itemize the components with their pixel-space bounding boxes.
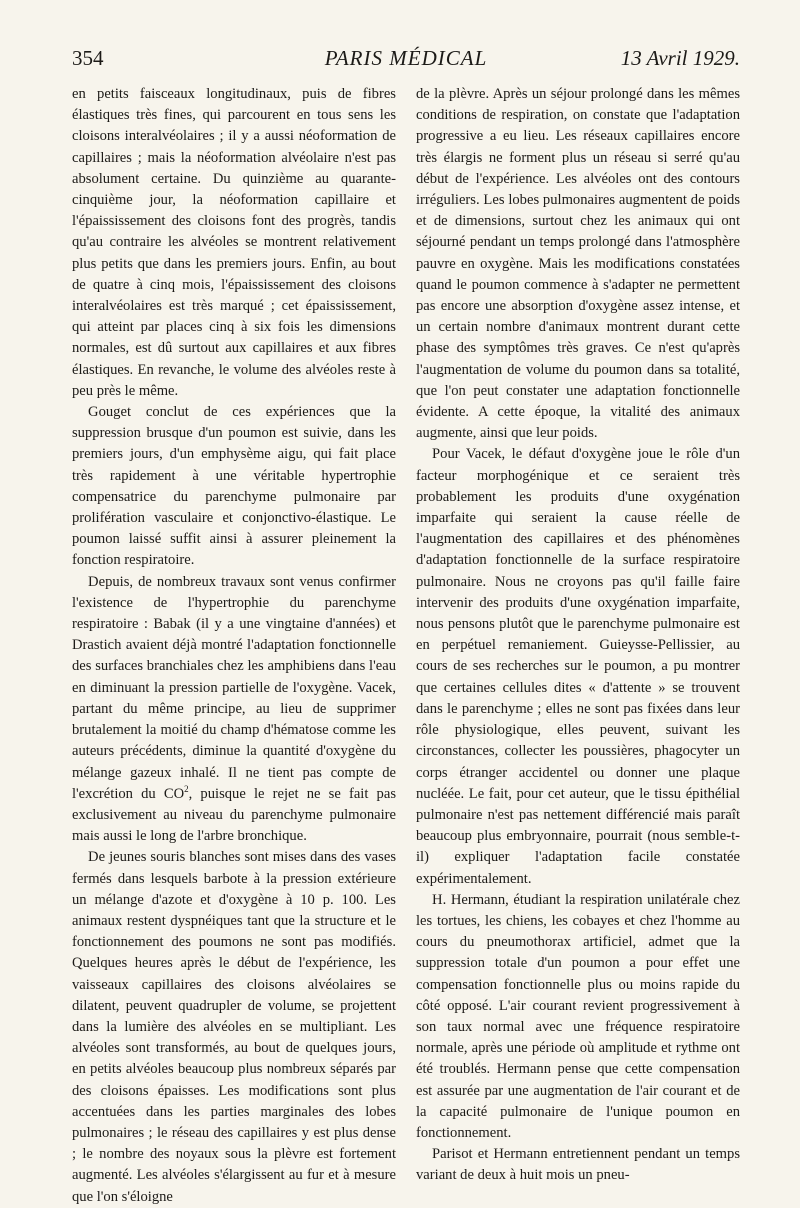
paragraph: Parisot et Hermann entretiennent pendant un temps variant de deux à huit mois un pneu- [416,1146,740,1184]
paragraph-text: Depuis, de nombreux travaux sont venus confirmer l'existence de l'hypertrophie du parenchyme respiratoire : Babak (il y a une vingtaine d'années) et Drastich avaient déjà montré l'adaptation fonctionnelle des surfaces branchiales chez les amphibiens dans l'eau en diminuant la pression partielle de l'oxygène. Vacek, partant du même principe, au lieu de supprimer brutalement la moitié du champ d'hématose comme les auteurs précédents, diminue la quantité d'oxygène du mélange gazeux inhalé. Il ne tient pas compte de l'excrétion du CO [72,573,396,802]
paragraph: Gouget conclut de ces expériences que la suppression brusque d'un poumon est suivie, dans les premiers jours, d'un emphysème aigu, qui fait place très rapidement à une véritable hypertrophie compensatrice du parenchyme pulmonaire par prolifération vasculaire et conjonctivo-élastique. Le poumon laissé suffit ainsi à assurer pleinement la fonction respiratoire. [72,404,396,569]
paragraph: de la plèvre. Après un séjour prolongé dans les mêmes conditions de respiration, on constate que l'adaptation progressive a eu lieu. Les réseaux capillaires encore très élargis ne forment plus un réseau si serré qu'au début de l'expérience. Les alvéoles ont des contours irréguliers. Les lobes pulmonaires augmentent de poids et de dimensions, surtout chez les animaux qui ont séjourné pendant un temps prolongé dans l'atmosphère pauvre en oxygène. Mais les modifications constatées quand le poumon commence à s'adapter ne permettent pas encore une absorption d'oxygène assez intense, et un certain nombre d'animaux montrent durant cette phase des symptômes très graves. Ce n'est qu'après l'augmentation de volume du poumon dans sa totalité, que l'on peut constater une adaptation fonctionnelle évidente. A cette époque, la vitalité des animaux augmente, ainsi que leur poids. [416,86,740,442]
page-header [72,46,740,74]
paragraph: De jeunes souris blanches sont mises dans des vases fermés dans lesquels barbote à la pression extérieure un mélange d'azote et d'oxygène à 10 p. 100. Les animaux restent dyspnéiques tant que la structure et le fonctionnement des poumons ne sont pas modifiés. Quelques heures après le début de l'expérience, les vaisseaux capillaires des cloisons alvéolaires se dilatent, peuvent quadrupler de volume, se projettent dans la lumière des alvéoles en se multipliant. Les alvéoles sont transformés, au bout de quelques jours, en petits alvéoles beaucoup plus nombreux séparés par des cloisons épaisses. Les modifications sont plus accentuées dans les parties marginales des lobes pulmonaires ; le réseau des capillaires y est plus dense ; le nombre des noyaux sous la plèvre est fortement augmenté. Les alvéoles s'élargissent au fur et à mesure que l'on s'éloigne [72,849,396,1205]
paragraph: en petits faisceaux longitudinaux, puis de fibres élastiques très fines, qui parcourent en tous sens les cloisons interalvéolaires ; il y a aussi néoformation de capillaires ; mais la néoformation alvéolaire n'est pas absolument certaine. Du quinzième au quarante-cinquième jour, la néoformation capillaire et l'épaississement des cloisons font des progrès, tandis qu'au contraire les alvéoles se montrent relativement plus petits que dans les premiers jours. Enfin, au bout de quatre à cinq mois, l'épaississement des cloisons interalvéolaires est très marqué ; cet épaississement, qui atteint par places cinq à six fois les dimensions normales, est dû surtout aux capillaires et aux fibres élastiques. En revanche, le volume des alvéoles reste à peu près le même. [72,86,396,399]
paragraph: Pour Vacek, le défaut d'oxygène joue le rôle d'un facteur morphogénique et ce seraient très probablement les produits d'une oxygénation imparfaite qui seraient la cause réelle de l'augmentation des capillaires et des phénomènes d'adaptation fonctionnelle de la surface respiratoire pulmonaire. Nous ne croyons pas qu'il faille faire intervenir des produits d'une oxygénation imparfaite, nous pensons plutôt que le parenchyme pulmonaire est en perpétuel remaniement. Guieysse-Pellissier, au cours de ses recherches sur le poumon, a pu montrer que certaines cellules dites « d'attente » se trouvent dans le parenchyme ; elles ne sont pas fixées dans leur rôle physiologique, elles peuvent, suivant les circonstances, collecter les poussières, phagocyter un corps étranger accidentel ou donner une plaque nucléée. Le fait, pour cet auteur, que le tissu épithélial pulmonaire n'est pas nettement différencié mais paraît beaucoup plus embryonnaire, pourrait (nous semble-t-il) expliquer l'adaptation facile constatée expérimentalement. [416,446,740,887]
right-column [416,84,740,1184]
left-column [72,84,397,1205]
paragraph: H. Hermann, étudiant la respiration unilatérale chez les tortues, les chiens, les cobayes et chez l'homme au cours du pneumothorax artificiel, admet que la suppression totale d'un poumon a pour effet une compensation fonctionnelle plus ou moins rapide du côté opposé. L'air courant revient progressivement à son taux normal avec une fréquence respiratoire normale, après une période où amplitude et rythme ont été troublés. Hermann pense que cette compensation est assurée par une augmentation de l'air courant et de la capacité pulmonaire de l'unique poumon en fonctionnement. [416,891,740,1141]
paragraph-text: , puisque le rejet ne se fait pas exclusivement au niveau du parenchyme pulmonaire mais aussi le long de l'arbre bronchique. [72,785,397,845]
paragraph [72,572,396,848]
superscript: 2 [184,783,189,794]
page-number: 354 [72,46,104,70]
issue-date: 13 Avril 1929. [620,46,740,70]
journal-title: PARIS MÉDICAL [324,46,488,70]
